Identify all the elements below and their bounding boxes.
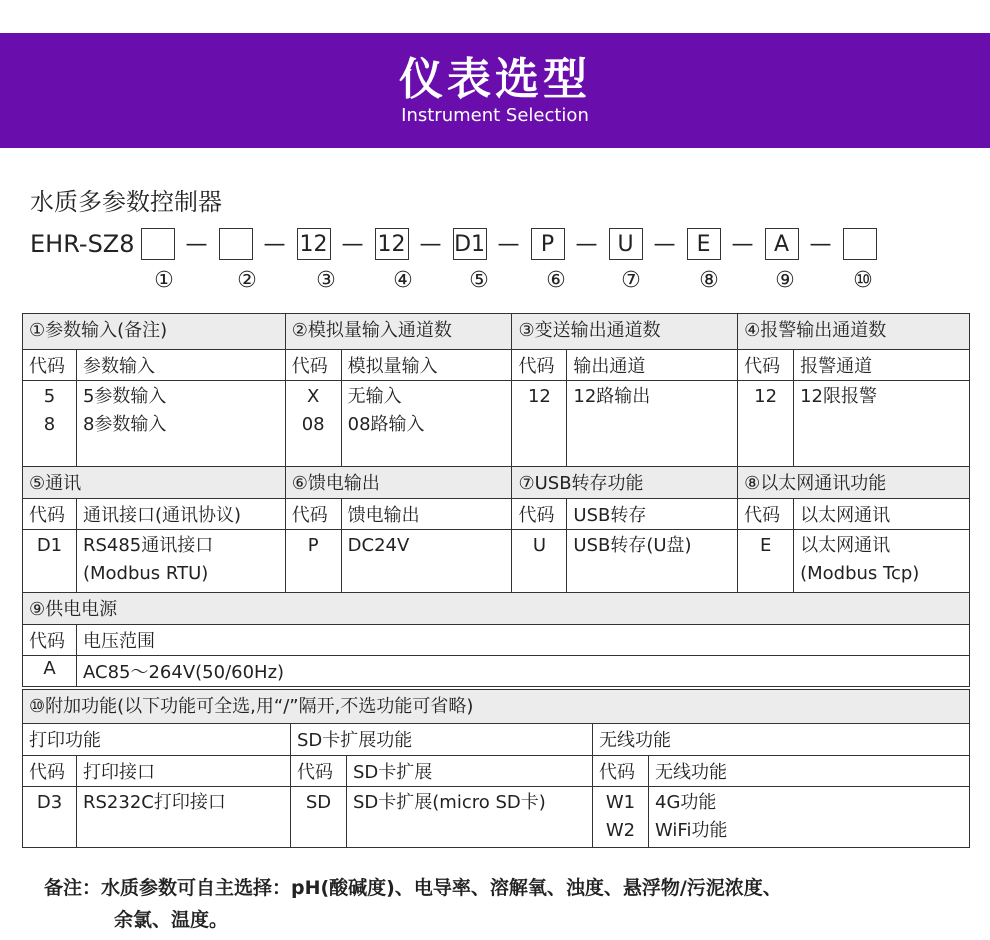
model-box-6: P — [531, 228, 565, 260]
value-text: 12限报警 — [800, 386, 878, 407]
value-text: 4G功能 — [655, 792, 717, 813]
position-number: ⑨ — [775, 268, 795, 293]
header-banner — [0, 33, 990, 148]
column-header: 代码 — [291, 756, 347, 787]
code-value: W2 — [605, 820, 636, 841]
value-text: 08路输入 — [347, 414, 425, 435]
section-title-6: ⑥馈电输出 — [285, 467, 512, 499]
group-title-wireless: 无线功能 — [593, 724, 970, 756]
dash: — — [341, 231, 364, 257]
code-cell — [593, 787, 649, 848]
code-cell — [285, 381, 341, 467]
code-cell: D3 — [23, 787, 77, 848]
dash: — — [185, 231, 208, 257]
code-value: 08 — [301, 414, 325, 435]
group-title-sd: SD卡扩展功能 — [291, 724, 593, 756]
spec-table-1-4 — [22, 313, 970, 594]
value-text: WiFi功能 — [655, 820, 728, 841]
position-number: ② — [237, 268, 257, 293]
value-text: 5参数输入 — [82, 386, 167, 407]
value-text: (Modbus RTU) — [82, 563, 209, 584]
column-header: 报警通道 — [794, 350, 970, 381]
code-cell — [738, 381, 794, 467]
column-header: 以太网通讯 — [794, 499, 970, 530]
column-header: 代码 — [23, 625, 77, 656]
dash: — — [497, 231, 520, 257]
column-header: 通讯接口(通讯协议) — [76, 499, 285, 530]
column-header: 模拟量输入 — [341, 350, 512, 381]
code-value: X — [307, 386, 320, 407]
column-header: 代码 — [512, 350, 567, 381]
value-text: RS485通讯接口 — [82, 535, 214, 556]
value-cell — [76, 381, 285, 467]
value-text: 无输入 — [347, 386, 402, 407]
position-number: ① — [154, 268, 174, 293]
section-title-8: ⑧以太网通讯功能 — [738, 467, 970, 499]
position-number: ⑥ — [546, 268, 566, 293]
model-box-4: 12 — [375, 228, 409, 260]
position-number: ④ — [393, 268, 413, 293]
model-box-2 — [219, 228, 253, 260]
column-header: 代码 — [593, 756, 649, 787]
code-value: 12 — [527, 386, 551, 407]
column-header: 输出通道 — [567, 350, 738, 381]
dash: — — [263, 231, 286, 257]
column-header: 代码 — [738, 350, 794, 381]
page-subtitle: Instrument Selection — [401, 105, 589, 126]
group-title-print: 打印功能 — [23, 724, 291, 756]
footnote-line-2: 余氯、温度。 — [114, 909, 229, 931]
code-value: 8 — [43, 414, 56, 435]
value-text: (Modbus Tcp) — [800, 563, 920, 584]
position-number: ⑤ — [469, 268, 489, 293]
code-value: 12 — [754, 386, 778, 407]
section-title-5: ⑤通讯 — [23, 467, 286, 499]
value-cell — [567, 381, 738, 467]
column-header: SD卡扩展 — [347, 756, 593, 787]
column-header: 代码 — [23, 756, 77, 787]
column-header: 代码 — [285, 350, 341, 381]
model-box-7: U — [609, 228, 643, 260]
value-cell: SD卡扩展(micro SD卡) — [347, 787, 593, 848]
section-title-4: ④报警输出通道数 — [738, 314, 970, 350]
model-box-10 — [843, 228, 877, 260]
column-header: 代码 — [512, 499, 567, 530]
code-cell — [23, 381, 77, 467]
dash: — — [731, 231, 754, 257]
code-cell — [512, 381, 567, 467]
code-cell: A — [23, 656, 77, 687]
value-cell: DC24V — [341, 530, 512, 594]
code-value: W1 — [605, 792, 636, 813]
value-cell: RS232C打印接口 — [77, 787, 291, 848]
model-box-1 — [141, 228, 175, 260]
column-header: 馈电输出 — [341, 499, 512, 530]
code-cell: E — [738, 530, 794, 594]
column-header: 代码 — [23, 499, 77, 530]
section-title-7: ⑦USB转存功能 — [512, 467, 738, 499]
section-title-10: ⑩附加功能(以下功能可全选,用“/”隔开,不选功能可省略) — [23, 690, 970, 724]
column-header: 电压范围 — [77, 625, 970, 656]
value-cell: AC85～264V(50/60Hz) — [77, 656, 970, 687]
column-header: 代码 — [285, 499, 341, 530]
model-box-8: E — [687, 228, 721, 260]
section-title-3: ③变送输出通道数 — [512, 314, 738, 350]
column-header: 代码 — [23, 350, 77, 381]
code-cell: U — [512, 530, 567, 594]
model-box-5: D1 — [453, 228, 487, 260]
footnote — [44, 872, 944, 936]
footnote-line-1: 备注：水质参数可自主选择：pH(酸碱度)、电导率、溶解氧、浊度、悬浮物/污泥浓度、 — [44, 877, 782, 899]
position-number: ③ — [316, 268, 336, 293]
value-cell — [341, 381, 512, 467]
position-number: ⑦ — [621, 268, 641, 293]
column-header: 无线功能 — [649, 756, 970, 787]
value-cell: USB转存(U盘) — [567, 530, 738, 594]
dash: — — [809, 231, 832, 257]
model-box-9: A — [765, 228, 799, 260]
spec-table-9 — [22, 592, 970, 687]
section-title-9: ⑨供电电源 — [23, 593, 970, 625]
position-number: ⑩ — [853, 268, 873, 293]
dash: — — [575, 231, 598, 257]
value-text: 12路输出 — [573, 386, 651, 407]
column-header: 代码 — [738, 499, 794, 530]
section-title-1: ①参数输入(备注) — [23, 314, 286, 350]
value-text: 以太网通讯 — [800, 535, 891, 556]
product-name: 水质多参数控制器 — [30, 188, 222, 216]
value-cell — [76, 530, 285, 594]
value-cell — [794, 381, 970, 467]
code-cell: P — [285, 530, 341, 594]
position-number: ⑧ — [699, 268, 719, 293]
model-code-row — [30, 226, 877, 262]
value-cell — [649, 787, 970, 848]
spec-table-10 — [22, 689, 970, 848]
value-text: 8参数输入 — [82, 414, 167, 435]
column-header: 打印接口 — [77, 756, 291, 787]
dash: — — [419, 231, 442, 257]
code-value: 5 — [43, 386, 56, 407]
section-title-2: ②模拟量输入通道数 — [285, 314, 512, 350]
code-cell: D1 — [23, 530, 77, 594]
column-header: 参数输入 — [76, 350, 285, 381]
model-box-3: 12 — [297, 228, 331, 260]
page-title: 仪表选型 — [399, 54, 591, 105]
dash: — — [653, 231, 676, 257]
value-cell — [794, 530, 970, 594]
position-numbers — [0, 268, 990, 298]
model-prefix: EHR-SZ8 — [30, 230, 135, 258]
code-cell: SD — [291, 787, 347, 848]
column-header: USB转存 — [567, 499, 738, 530]
